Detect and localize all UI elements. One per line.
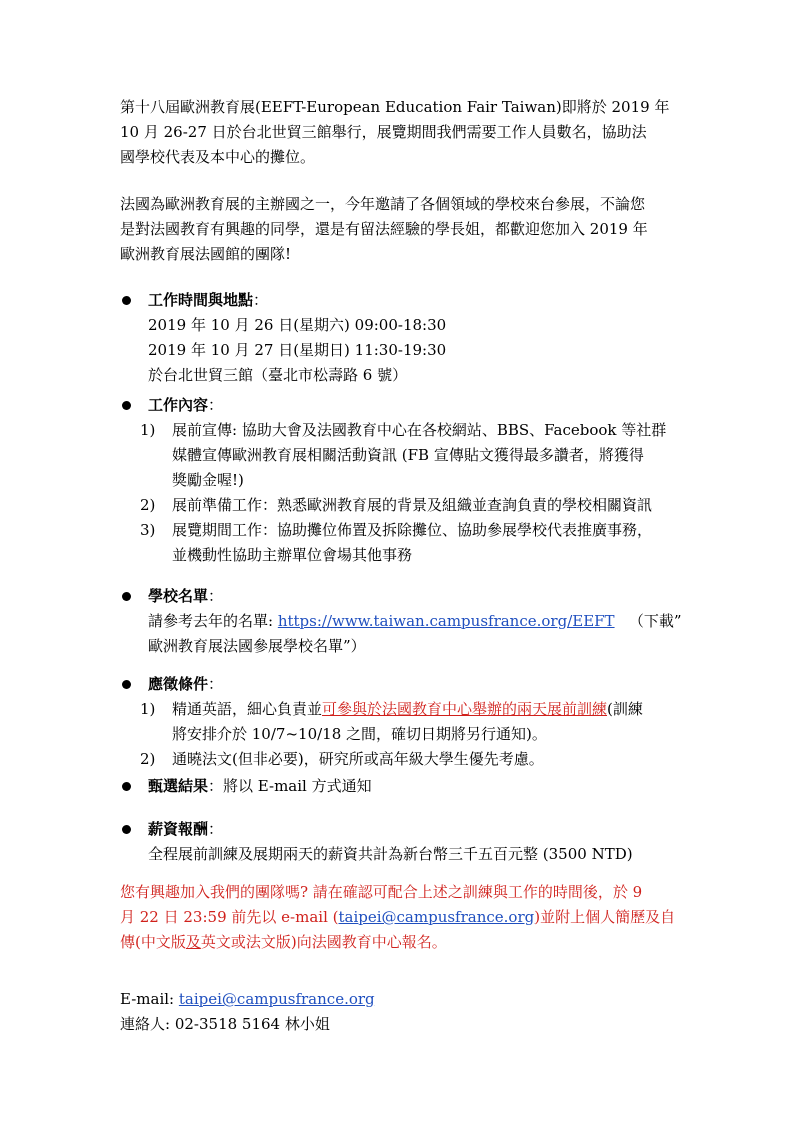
list-item [120,493,700,518]
bullet-icon [122,825,131,834]
school-list-line [148,609,700,634]
salary-text [120,842,700,867]
heading-text: 應徵條件 [148,675,209,693]
contact-email-link[interactable]: taipei@campusfrance.org [178,990,375,1008]
training-highlight: 可參與於法國教育中心舉辦的兩天展前訓練 [322,700,608,718]
section-heading [120,584,700,609]
intro-line: 第十八屆歐洲教育展(EEFT-European Education Fair Taiwan)即將於 2019 年 [120,98,670,116]
requirement-text: 精通英語，細心負責並 [172,700,323,718]
section-heading [120,774,700,799]
item-line: 展前準備工作：熟悉歐洲教育展的背景及組織並查詢負責的學校相關資訊 [172,496,653,514]
item-line: 將安排介於 10/7~10/18 之間，確切日期將另行通知)。 [172,725,547,743]
intro2-line: 法國為歐洲教育展的主辦國之一，今年邀請了各個領域的學校來台參展，不論您 [120,195,646,213]
school-list-prefix: 請參考去年的名單: [148,612,278,630]
intro2-line: 歐洲教育展法國館的團隊! [120,245,292,263]
item-line: 通曉法文(但非必要)，研究所或高年級大學生優先考慮。 [172,750,544,768]
bullet-icon [122,296,131,305]
heading-text: 工作時間與地點 [148,291,254,309]
intro-paragraph-2 [120,192,690,267]
item-number: 3) [140,521,156,539]
cta-text-after: )並附上個人簡歷及自 [534,908,676,926]
item-number: 1) [140,700,156,718]
section-time-place [120,288,700,388]
intro2-line: 是對法國教育有興趣的同學，還是有留法經驗的學長姐，都歡迎您加入 2019 年 [120,220,648,238]
cta-line: 您有興趣加入我們的團隊嗎? 請在確認可配合上述之訓練與工作的時間後，於 9 [120,883,643,901]
cta-line [120,930,690,955]
contact-email-line [120,987,680,1012]
salary-line: 全程展前訓練及展期兩天的薪資共計為新台幣三千五百元整 (3500 NTD) [148,845,633,863]
heading-suffix: ： [208,396,224,414]
item-line: 獎勵金喔!) [172,471,244,489]
item-number: 2) [140,496,156,514]
heading-suffix: ： [253,291,269,309]
heading-text: 甄選結果 [148,777,209,795]
section-heading [120,672,700,697]
contact-person-line: 連絡人: 02-3518 5164 林小姐 [120,1015,330,1033]
date-line: 2019 年 10 月 27 日(星期日) 11:30-19:30 [148,341,447,359]
requirement-text-after: (訓練 [607,700,643,718]
bullet-icon [122,401,131,410]
selection-text: ：將以 E-mail 方式通知 [208,777,372,795]
time-place-lines [120,313,700,388]
item-line: 媒體宣傳歐洲教育展相關活動資訊 (FB 宣傳貼文獲得最多讚者，將獲得 [172,446,644,464]
bullet-icon [122,680,131,689]
section-heading [120,393,700,418]
cta-underlined: 及 [185,933,201,951]
school-list-line-2: 歐洲教育展法國參展學校名單”） [148,637,366,655]
section-heading [120,817,700,842]
email-label: E-mail: [120,990,179,1008]
contact-footer [120,987,680,1037]
section-heading [120,288,700,313]
cta-text: 月 22 日 23:59 前先以 e-mail ( [120,908,339,926]
call-to-action [120,880,690,955]
school-list-suffix: （下載” [614,612,682,630]
intro-line: 10 月 26-27 日於台北世貿三館舉行，展覽期間我們需要工作人員數名，協助法 [120,123,647,141]
list-item [120,697,700,747]
cta-email-link[interactable]: taipei@campusfrance.org [338,908,535,926]
list-item [120,518,700,568]
section-salary [120,817,700,867]
intro-paragraph [120,95,690,170]
item-number: 1) [140,421,156,439]
section-requirements [120,672,700,772]
section-work-content [120,393,700,568]
cta-line [120,905,690,930]
heading-text: 薪資報酬 [148,820,209,838]
section-selection [120,774,700,799]
heading-text: 工作內容 [148,396,209,414]
bullet-icon [122,782,131,791]
cta-text: 傳(中文版 [120,933,186,951]
heading-suffix: ： [208,675,224,693]
item-line [172,697,700,722]
item-line: 並機動性協助主辦單位會場其他事務 [172,546,413,564]
date-line: 2019 年 10 月 26 日(星期六) 09:00-18:30 [148,316,447,334]
item-line: 展覽期間工作：協助攤位佈置及拆除攤位、協助參展學校代表推廣事務， [172,521,653,539]
heading-suffix: ： [208,820,224,838]
school-list-link[interactable]: https://www.taiwan.campusfrance.org/EEFT [277,612,615,630]
list-item [120,418,700,493]
cta-text-after: 英文或法文版)向法國教育中心報名。 [200,933,447,951]
section-school-list [120,584,700,659]
bullet-icon [122,592,131,601]
heading-suffix: ： [208,587,224,605]
intro-line: 國學校代表及本中心的攤位。 [120,148,316,166]
venue-line: 於台北世貿三館（臺北市松壽路 6 號） [148,366,408,384]
school-list-text [120,609,700,659]
item-number: 2) [140,750,156,768]
list-item [120,747,700,772]
heading-text: 學校名單 [148,587,209,605]
item-line: 展前宣傳: 協助大會及法國教育中心在各校網站、BBS、Facebook 等社群 [172,421,667,439]
